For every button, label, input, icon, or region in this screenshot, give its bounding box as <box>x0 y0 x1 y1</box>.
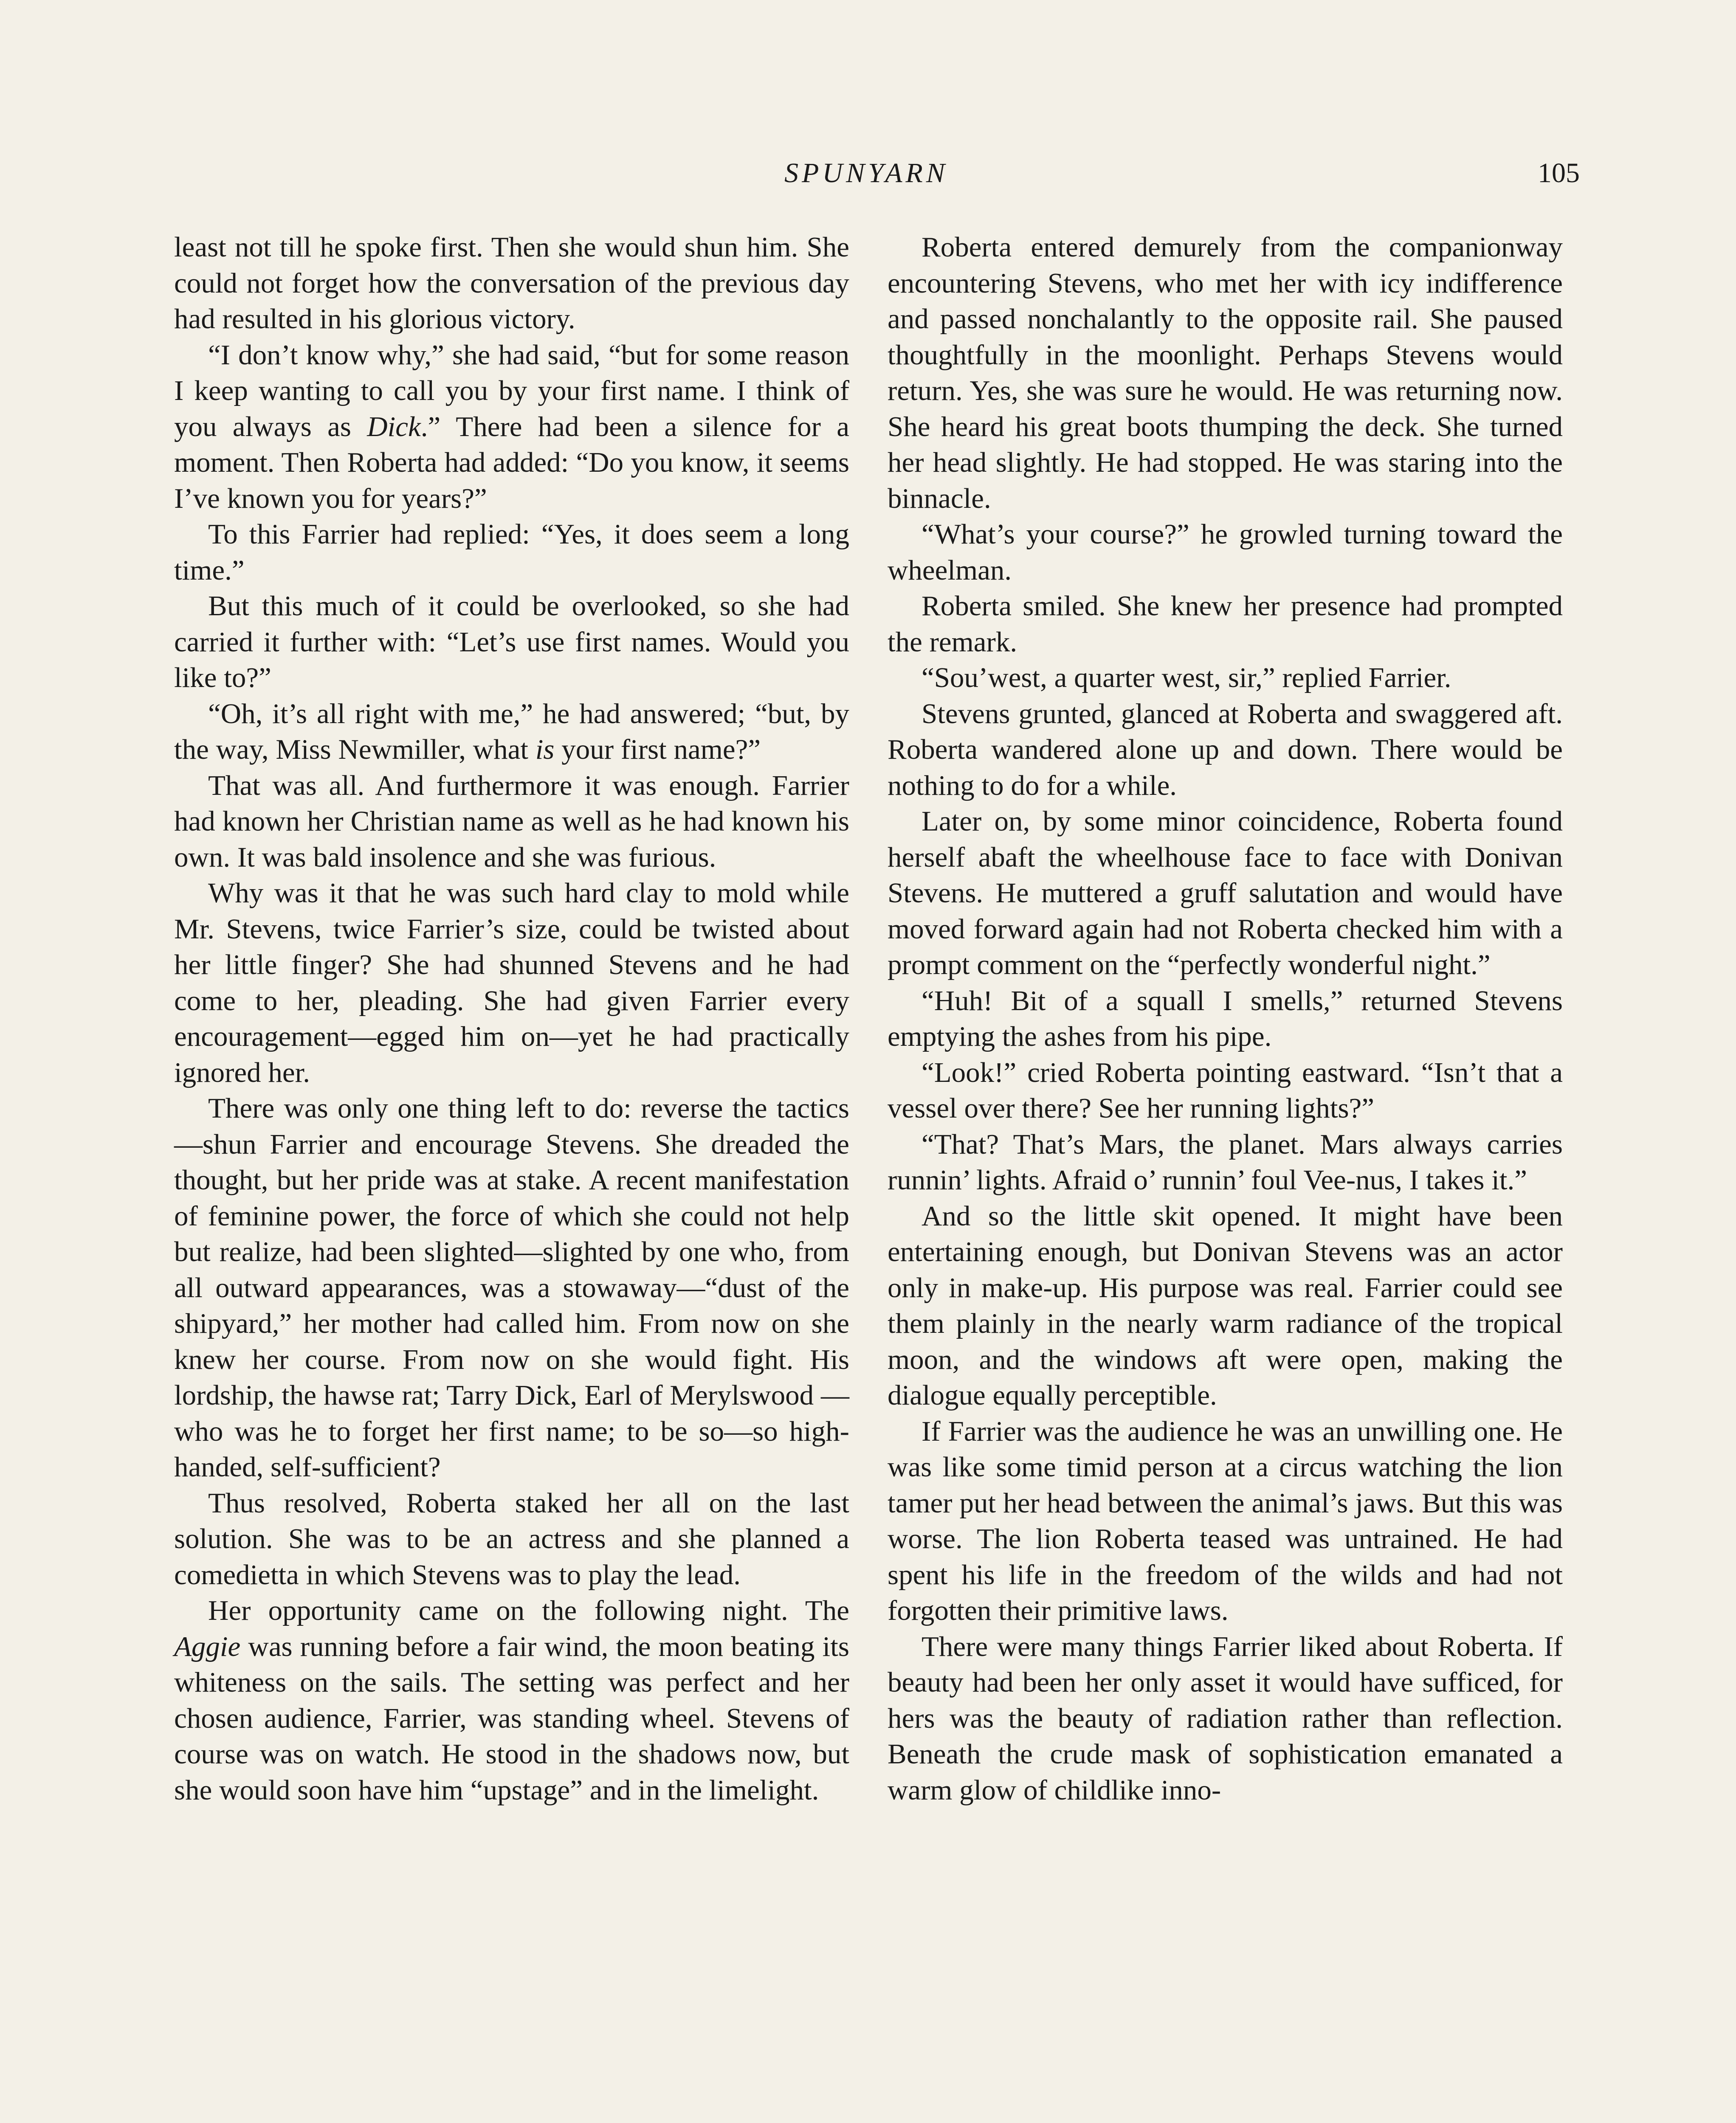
paragraph: And so the little skit opened. It might have been entertaining enough, but Donivan Stevens was an actor only in make-up. His purpose was real. Farrier could see them plainly in the nearly warm radiance of the tropical moon, and the windows aft were open, making the dialogue equally perceptible. <box>888 1200 1563 1411</box>
paragraph: Roberta smiled. She knew her presence had prompted the remark. <box>888 590 1563 658</box>
paragraph: But this much of it could be overlooked, so she had carried it further with: “Let’s use first names. Would you like to?” <box>174 590 849 693</box>
paragraph: There were many things Farrier liked about Roberta. If beauty had been her only asset it would have sufficed, for hers was the beauty of radiation rather than reflection. Beneath the crude mask of sophistication emanated a warm glow of childlike inno- <box>888 1630 1563 1806</box>
page-number: 105 <box>1538 158 1580 189</box>
paragraph: To this Farrier had replied: “Yes, it does seem a long time.” <box>174 518 849 586</box>
paragraph: Why was it that he was such hard clay to mold while Mr. Stevens, twice Farrier’s size, could be twisted about her little finger? She had shunned Stevens and he had come to her, pleading. She had given Farrier every encouragement—egged him on—yet he had practically ignored her. <box>174 877 849 1088</box>
paragraph: “I don’t know why,” she had said, “but for some reason I keep wanting to call you by your first name. I think of you always as Dick.” There had been a silence for a moment. Then Roberta had added: “Do you know, it seems I’ve known you for years?” <box>174 339 849 514</box>
left-column <box>174 229 849 1808</box>
paragraph: Her opportunity came on the following night. The Aggie was running before a fair wind, the moon beating its whiteness on the sails. The setting was perfect and her chosen audience, Farrier, was standing wheel. Stevens of course was on watch. He stood in the shadows now, but she would soon have him “upstage” and in the limelight. <box>174 1595 849 1806</box>
paragraph: Later on, by some minor coincidence, Roberta found herself abaft the wheelhouse face to face with Donivan Stevens. He muttered a gruff salutation and would have moved forward again had not Roberta checked him with a prompt comment on the “perfectly wonderful night.” <box>888 805 1563 980</box>
paragraph: Stevens grunted, glanced at Roberta and swaggered aft. Roberta wandered alone up and down. There would be nothing to do for a while. <box>888 698 1563 801</box>
running-title: SPUNYARN <box>784 158 948 189</box>
paragraph: If Farrier was the audience he was an unwilling one. He was like some timid person at a circus watching the lion tamer put her head between the animal’s jaws. But this was worse. The lion Roberta teased was untrained. He had spent his life in the freedom of the wilds and had not forgotten their primitive laws. <box>888 1415 1563 1626</box>
paragraph: least not till he spoke first. Then she would shun him. She could not forget how the conversation of the previous day had resulted in his glorious victory. <box>174 231 849 335</box>
paragraph: “Oh, it’s all right with me,” he had answered; “but, by the way, Miss Newmiller, what is your first name?” <box>174 698 849 765</box>
paragraph: “That? That’s Mars, the planet. Mars always carries runnin’ lights. Afraid o’ runnin’ foul Vee-nus, I takes it.” <box>888 1128 1563 1196</box>
paragraph: “Huh! Bit of a squall I smells,” returned Stevens emptying the ashes from his pipe. <box>888 985 1563 1052</box>
paragraph: That was all. And furthermore it was enough. Farrier had known her Christian name as well as he had known his own. It was bald insolence and she was furious. <box>174 769 849 873</box>
paragraph: “Sou’west, a quarter west, sir,” replied Farrier. <box>922 662 1451 693</box>
right-column <box>888 229 1563 1808</box>
paragraph: Roberta entered demurely from the companionway encountering Stevens, who met her with icy indifference and passed nonchalantly to the opposite rail. She paused thoughtfully in the moonlight. Perhaps Stevens would return. Yes, she was sure he would. He was returning now. She heard his great boots thumping the deck. She turned her head slightly. He had stopped. He was staring into the binnacle. <box>888 231 1563 514</box>
paragraph: “What’s your course?” he growled turning toward the wheelman. <box>888 518 1563 586</box>
paragraph: Thus resolved, Roberta staked her all on the last solution. She was to be an actress and she planned a comedietta in which Stevens was to play the lead. <box>174 1487 849 1591</box>
paragraph: “Look!” cried Roberta pointing eastward. “Isn’t that a vessel over there? See her running lights?” <box>888 1056 1563 1124</box>
paragraph: There was only one thing left to do: reverse the tactics—shun Farrier and encourage Stevens. She dreaded the thought, but her pride was at stake. A recent manifestation of feminine power, the force of which she could not help but realize, had been slighted—slighted by one who, from all outward appearances, was a stowaway—“dust of the shipyard,” her mother had called him. From now on she knew her course. From now on she would fight. His lordship, the hawse rat; Tarry Dick, Earl of Merylswood —who was he to forget her first name; to be so—so high-handed, self-sufficient? <box>174 1092 849 1483</box>
